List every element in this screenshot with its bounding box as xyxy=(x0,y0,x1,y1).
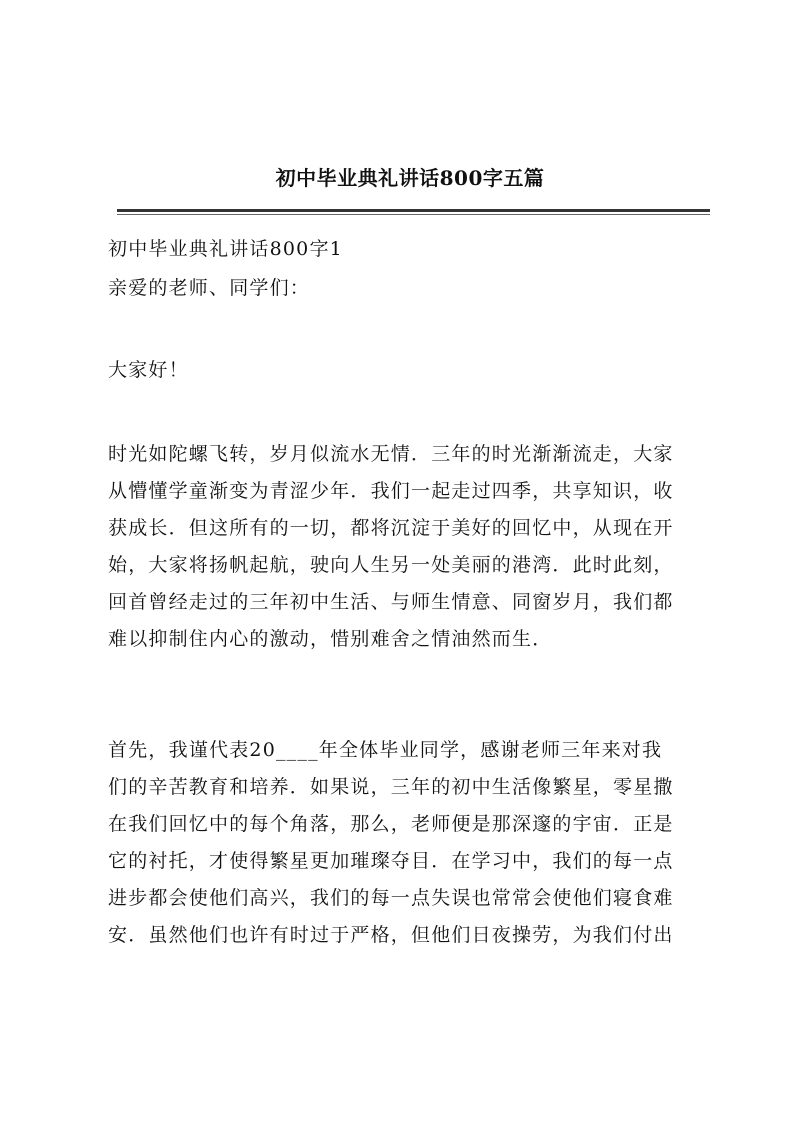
paragraph-line: 始，大家将扬帆起航，驶向人生另一处美丽的港湾．此时此刻， xyxy=(108,554,674,576)
paragraph-line: 安．虽然他们也许有时过于严格，但他们日夜操劳，为我们付出 xyxy=(108,924,674,946)
title-divider xyxy=(117,209,710,212)
paragraph-line: 它的衬托，才使得繁星更加璀璨夺目．在学习中，我们的每一点 xyxy=(108,850,674,872)
paragraph-line: 获成长．但这所有的一切，都将沉淀于美好的回忆中，从现在开 xyxy=(108,517,674,539)
document-title: 初中毕业典礼讲话800字五篇 xyxy=(275,166,545,190)
paragraph-line: 回首曾经走过的三年初中生活、与师生情意、同窗岁月，我们都 xyxy=(108,591,674,613)
salutation xyxy=(108,270,712,307)
section-heading-text: 初中毕业典礼讲话800字1 xyxy=(108,238,343,260)
paragraph-line: 们的辛苦教育和培养．如果说，三年的初中生活像繁星，零星撒 xyxy=(108,776,674,798)
paragraph-line: 从懵懂学童渐变为青涩少年．我们一起走过四季，共享知识，收 xyxy=(108,480,674,502)
salutation-text: 亲爱的老师、同学们： xyxy=(108,277,311,299)
section-heading xyxy=(108,231,712,268)
paragraph-2 xyxy=(108,732,712,954)
title-divider-thin xyxy=(117,214,710,215)
greeting xyxy=(108,352,712,389)
paragraph-1 xyxy=(108,436,712,658)
paragraph-line: 在我们回忆中的每个角落，那么，老师便是那深邃的宇宙．正是 xyxy=(108,813,674,835)
paragraph-line: 首先，我谨代表20____年全体毕业同学，感谢老师三年来对我 xyxy=(108,739,663,761)
paragraph-line: 进步都会使他们高兴，我们的每一点失误也常常会使他们寝食难 xyxy=(108,887,674,909)
paragraph-line: 时光如陀螺飞转，岁月似流水无情．三年的时光渐渐流走，大家 xyxy=(108,443,674,465)
greeting-text: 大家好！ xyxy=(108,359,189,381)
paragraph-line: 难以抑制住内心的激动，惜别难舍之情油然而生． xyxy=(108,628,553,650)
